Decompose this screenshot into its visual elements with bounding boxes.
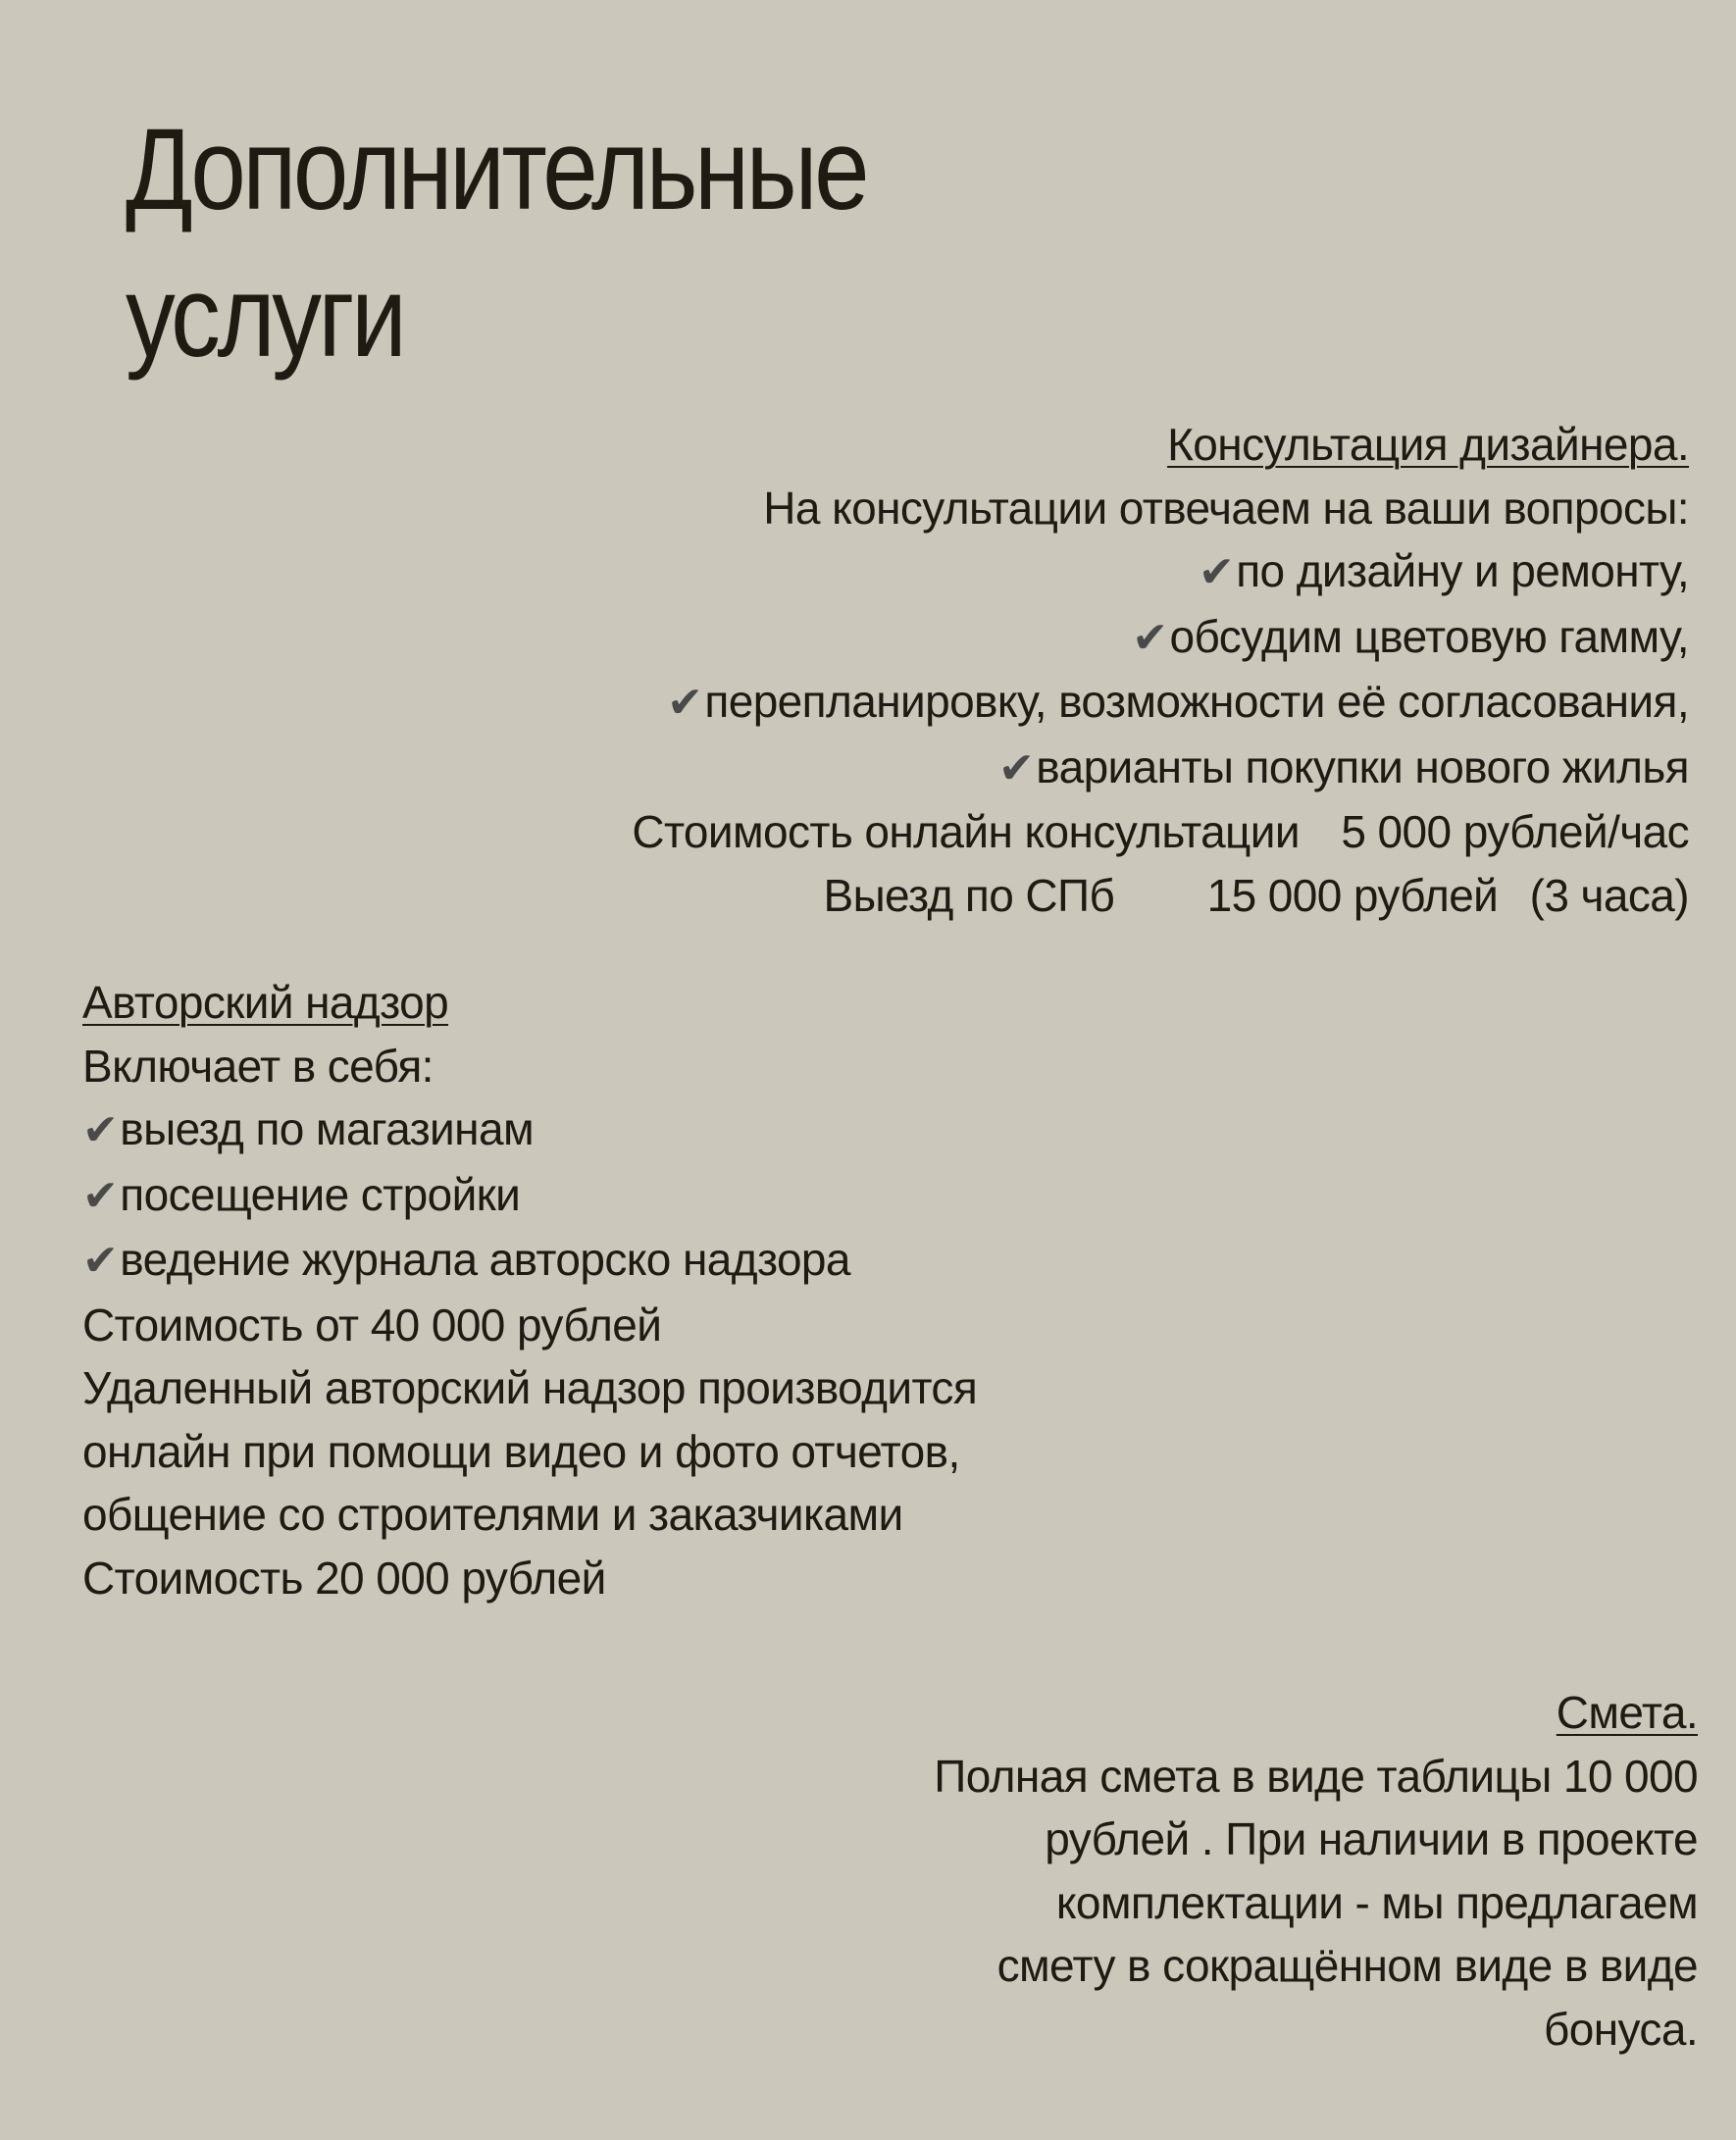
estimate-text: смету в сокращённом виде в виде [996, 1940, 1698, 1991]
supervision-heading: Авторский надзор [82, 977, 449, 1028]
remote-supervision-text: онлайн при помощи видео и фото отчетов, [82, 1425, 960, 1477]
online-unit: рублей/час [1462, 806, 1689, 857]
visit-price-value: 15 000 рублей [1206, 869, 1499, 921]
visit-duration: (3 часа) [1529, 869, 1689, 921]
consultation-item: ✔по дизайну и ремонту, [1198, 545, 1689, 597]
remote-supervision-price: Стоимость 20 000 рублей [82, 1552, 606, 1604]
supervision-section [82, 971, 1063, 1609]
check-icon: ✔ [82, 1236, 119, 1286]
estimate-section [815, 1681, 1698, 2061]
online-label: Стоимость онлайн консультации [632, 806, 1300, 857]
consultation-item: ✔перепланировку, возможности её согласования, [667, 676, 1689, 728]
check-icon: ✔ [82, 1105, 119, 1155]
page-title [126, 96, 866, 390]
remote-supervision-text: Удаленный авторский надзор производится [82, 1362, 978, 1413]
estimate-heading: Смета. [1556, 1687, 1698, 1738]
supervision-item: ✔ведение журнала авторско надзора [82, 1234, 850, 1286]
supervision-intro: Включает в себя: [82, 1040, 434, 1092]
visit-label: Выезд по СПб [823, 869, 1115, 921]
check-icon: ✔ [1198, 547, 1235, 597]
estimate-text: Полная смета в виде таблицы 10 000 [934, 1750, 1698, 1802]
consultation-item: ✔обсудим цветовую гамму, [1132, 610, 1689, 663]
check-icon: ✔ [667, 678, 703, 728]
consultation-item: ✔варианты покупки нового жилья [997, 740, 1689, 793]
consultation-intro: На консультации отвечаем на ваши вопросы: [763, 482, 1689, 534]
estimate-text: бонуса. [1544, 2003, 1698, 2055]
estimate-text: комплектации - мы предлагаем [1055, 1876, 1698, 1928]
supervision-price: Стоимость от 40 000 рублей [82, 1299, 662, 1350]
page-title-line-1: Дополнительные [126, 105, 867, 234]
check-icon: ✔ [1132, 612, 1168, 663]
supervision-item: ✔выезд по магазинам [82, 1103, 534, 1155]
remote-supervision-text: общение со строителями и заказчиками [82, 1489, 903, 1540]
online-price: 5 000 [1341, 806, 1452, 857]
consultation-section [414, 413, 1689, 927]
estimate-text: рублей . При наличии в проекте [1045, 1813, 1698, 1864]
consultation-heading: Консультация дизайнера. [1167, 419, 1689, 470]
supervision-item: ✔посещение стройки [82, 1168, 521, 1221]
online-consultation-price [414, 800, 1689, 864]
page-title-line-2: услуги [126, 252, 404, 382]
visit-price [414, 864, 1689, 928]
check-icon: ✔ [997, 742, 1035, 793]
check-icon: ✔ [82, 1170, 119, 1221]
